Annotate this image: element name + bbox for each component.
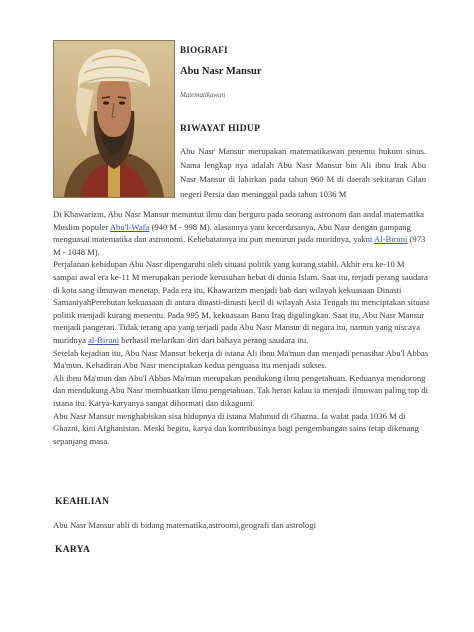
page-subtitle: Matematikawan (180, 91, 226, 99)
paragraph-3: Setelah kejadian itu, Abu Nasr Mansur bekerja di istana Ali ibnu Ma'mun dan menjadi penasihat Abu'l Abbas Ma'mun. Kehadiran Abu Nasr menciptakan kedua penguasa itu menjadi sukses. (53, 347, 429, 371)
link-al-biruni[interactable]: Al-Biruni (373, 234, 408, 245)
intro-paragraph: Abu Nasr Mansur merupakan matematikawan penemu hukum sinus. Nama lengkap nya adalah Abu Nasr Mansur bin Ali ibnu Irak Abu Nasr Mansur di lahirkan pada tahun 960 M di daerah sekitaran Gilan negeri Persia dan meninggal pada tahun 1036 M (180, 146, 426, 199)
paragraph-4: Ali ibnu Ma'mun dan Abu'l Abbas Ma'mun merupakan pendukung ilmu pengetahuan. Keduanya mendorong dan mendukung Abu Nasr membuatkan ilmu pengetahuan. Tak heran kalau ia menjadi ilmuwan paling top di istana itu. Karya-karyanya sangat dihormati dan dikagumi. (53, 372, 428, 408)
document-label: BIOGRAFI (180, 45, 228, 55)
section-heading-karya: KARYA (55, 545, 91, 555)
link-al-biruni-2[interactable]: al-Biruni (88, 334, 120, 345)
biography-body (53, 208, 431, 447)
paragraph-5: Abu Nasr Mansur menghabiskan sisa hidupnya di istana Mahmud di Ghazna. Ia wafat pada 1036 M di Ghazni, kini Afghanistan. Meski begitu, karya dan kontribusinya bagi pengembangan sains tetap dikenang sepanjang masa. (53, 410, 419, 446)
link-abul-wafa[interactable]: Abu'l-Wafa (109, 221, 150, 232)
paragraph-2: Perjalanan kehidupan Abu Nasr dipengaruhi oleh situasi politik yang kurang stabil. Akhir era ke-10 M sampai awal era ke-11 M merupakan periode kerusuhan hebat di dunia Islam. Saat itu, terjadi perang saudara di kota sang ilmuwan menetap. Pada era itu, Khawarizm menjadi bab dari wilayah kekuasaan Dinasti SamaniyahPerebutan kekuasaan di antara dinasti-dinasti kecil di wilayah Asia Tengah itu menciptakan situasi politik menjadi kurang menentu. Pada 995 M, kekuasaan Banu Iraq digulingkan. Saat itu, Abu Nasr Mansur menjadi pangeran. Tidak terang apa yang terjadi pada Abu Nasr Mansur di negara itu, namun yang niscaya muridnya al-Biruni berhasil melarikan diri dari bahaya perang saudara itu. (53, 259, 430, 345)
page-title: Abu Nasr Mansur (180, 66, 262, 77)
portrait-image (53, 40, 175, 198)
section-heading-keahlian: KEAHLIAN (55, 497, 110, 507)
keahlian-text: Abu Nasr Mansur ahli di bidang matematika,astroomi,geografi dan astrologi (53, 520, 316, 530)
paragraph-1: Di Khawarizm, Abu Nasr Mansur menuntut ilmu dan berguru pada seorang astronom dan andal matematika Muslim populer Abu'l-Wafa (940 M - 998 M). alasannya yatu kecerdasanya, Abu Nasr dengan gampang menguasai matematika dan astronomi. Kehebatannya itu pun menurun pada muridnya, yakni Al-Biruni (973 M - 1048 M). (53, 209, 426, 257)
section-heading-riwayat-hidup: RIWAYAT HIDUP (180, 124, 261, 134)
